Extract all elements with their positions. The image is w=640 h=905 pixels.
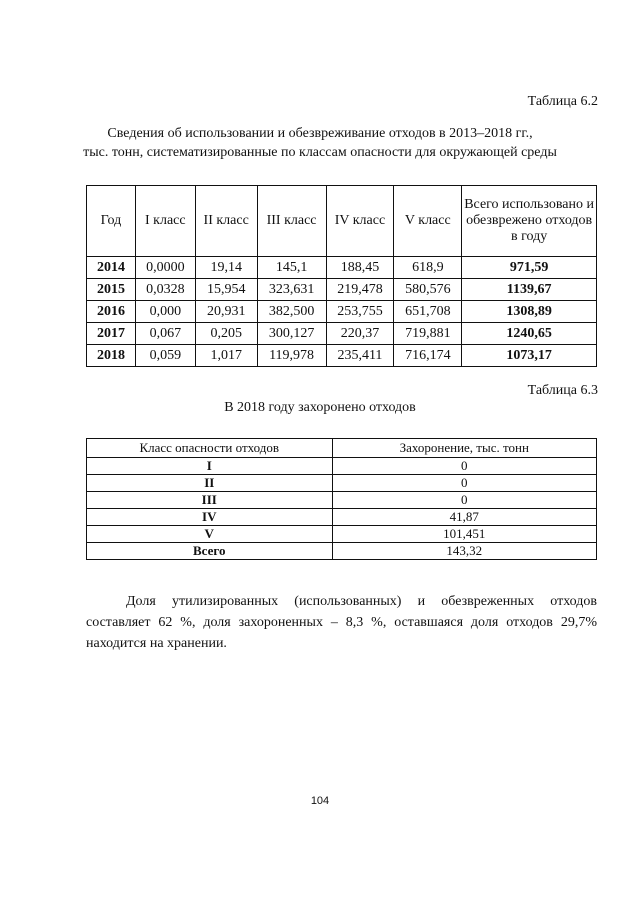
cell-burial: 0: [332, 458, 597, 475]
cell-year: 2016: [87, 301, 136, 323]
cell-class-2: 19,14: [195, 257, 257, 279]
cell-class-5: 716,174: [394, 345, 462, 367]
cell-hazard-class: I: [87, 458, 333, 475]
cell-class-1: 0,000: [135, 301, 195, 323]
cell-class-2: 1,017: [195, 345, 257, 367]
table-header-row: [87, 439, 597, 458]
cell-burial: 101,451: [332, 526, 597, 543]
cell-class-4: 235,411: [326, 345, 394, 367]
cell-hazard-class: III: [87, 492, 333, 509]
header-total: Всего использовано и обезврежено отходов в году: [462, 186, 597, 257]
table-row: [87, 543, 597, 560]
body-paragraph: Доля утилизированных (использованных) и обезвреженных отходов составляет 62 %, доля захороненных – 8,3 %, оставшаяся доля отходов 29,7% находится на хранении.: [86, 594, 597, 651]
cell-year: 2017: [87, 323, 136, 345]
table-row: [87, 458, 597, 475]
cell-year: 2015: [87, 279, 136, 301]
cell-class-1: 0,0000: [135, 257, 195, 279]
cell-total: 1073,17: [462, 345, 597, 367]
cell-class-4: 220,37: [326, 323, 394, 345]
table-row: [87, 492, 597, 509]
cell-class-1: 0,0328: [135, 279, 195, 301]
header-class-3: III класс: [257, 186, 326, 257]
table-row: [87, 279, 597, 301]
cell-class-5: 719,881: [394, 323, 462, 345]
cell-hazard-class: II: [87, 475, 333, 492]
cell-total: 1240,65: [462, 323, 597, 345]
cell-year: 2014: [87, 257, 136, 279]
cell-class-1: 0,059: [135, 345, 195, 367]
cell-hazard-class: Всего: [87, 543, 333, 560]
header-class-4: IV класс: [326, 186, 394, 257]
table-row: [87, 301, 597, 323]
cell-class-4: 219,478: [326, 279, 394, 301]
header-burial: Захоронение, тыс. тонн: [332, 439, 597, 458]
table-6-3-title: В 2018 году захоронено отходов: [224, 400, 416, 415]
cell-total: 1308,89: [462, 301, 597, 323]
header-class-5: V класс: [394, 186, 462, 257]
cell-hazard-class: IV: [87, 509, 333, 526]
waste-burial-table: [86, 438, 597, 560]
table-row: [87, 345, 597, 367]
cell-class-3: 145,1: [257, 257, 326, 279]
header-hazard-class: Класс опасности отходов: [87, 439, 333, 458]
cell-total: 1139,67: [462, 279, 597, 301]
table-6-2-title-line1: Сведения об использовании и обезвреживание отходов в 2013–2018 гг.,: [107, 126, 533, 141]
header-year: Год: [87, 186, 136, 257]
table-row: [87, 526, 597, 543]
cell-class-3: 382,500: [257, 301, 326, 323]
table-row: [87, 323, 597, 345]
cell-class-2: 0,205: [195, 323, 257, 345]
cell-class-5: 580,576: [394, 279, 462, 301]
cell-year: 2018: [87, 345, 136, 367]
cell-class-2: 15,954: [195, 279, 257, 301]
table-row: [87, 509, 597, 526]
cell-class-5: 618,9: [394, 257, 462, 279]
table-row: [87, 257, 597, 279]
header-class-2: II класс: [195, 186, 257, 257]
cell-class-2: 20,931: [195, 301, 257, 323]
cell-class-5: 651,708: [394, 301, 462, 323]
table-row: [87, 475, 597, 492]
page-number: 104: [310, 795, 330, 807]
table-6-3-number: Таблица 6.3: [527, 383, 598, 398]
table-header-row: [87, 186, 597, 257]
cell-burial: 143,32: [332, 543, 597, 560]
cell-total: 971,59: [462, 257, 597, 279]
header-class-1: I класс: [135, 186, 195, 257]
table-6-2-title-line2: тыс. тонн, систематизированные по классам опасности для окружающей среды: [83, 145, 557, 160]
cell-class-4: 253,755: [326, 301, 394, 323]
waste-usage-table: [86, 185, 597, 367]
cell-burial: 0: [332, 492, 597, 509]
cell-class-1: 0,067: [135, 323, 195, 345]
table-6-2-title: [60, 124, 580, 162]
cell-class-3: 323,631: [257, 279, 326, 301]
cell-burial: 41,87: [332, 509, 597, 526]
cell-hazard-class: V: [87, 526, 333, 543]
cell-class-4: 188,45: [326, 257, 394, 279]
cell-class-3: 119,978: [257, 345, 326, 367]
cell-burial: 0: [332, 475, 597, 492]
table-6-2-number: Таблица 6.2: [527, 94, 598, 109]
cell-class-3: 300,127: [257, 323, 326, 345]
